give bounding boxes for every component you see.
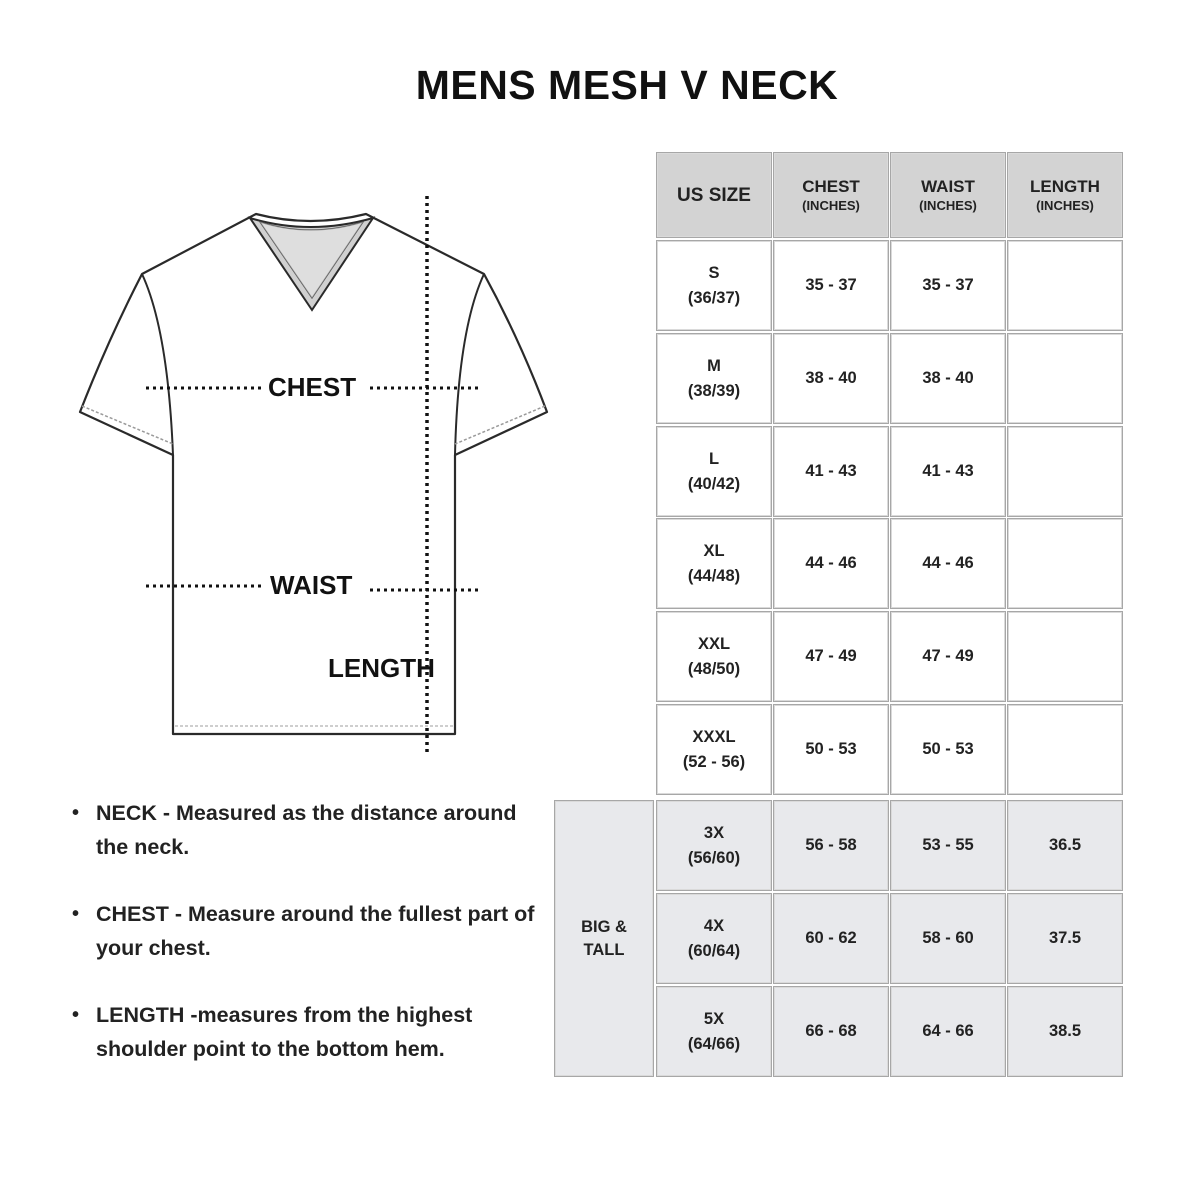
- size-alt: (48/50): [687, 659, 741, 678]
- size-alt: (38/39): [687, 381, 741, 400]
- length-cell: [1007, 518, 1123, 609]
- size-alt: (44/48): [687, 566, 741, 585]
- header-length-label: LENGTH: [1030, 177, 1100, 196]
- waist-cell: [890, 704, 1006, 795]
- waist-cell: [890, 240, 1006, 331]
- size-alt: (56/60): [687, 848, 741, 867]
- chest-cell: [773, 704, 889, 795]
- header-waist-unit: (INCHES): [919, 198, 977, 213]
- chest-cell: [773, 893, 889, 984]
- waist-value: 35 - 37: [922, 276, 974, 294]
- size-cell: [656, 893, 772, 984]
- waist-value: 58 - 60: [922, 929, 974, 947]
- size-alt: (40/42): [687, 474, 741, 493]
- size-name: 4X: [703, 916, 725, 935]
- chest-value: 56 - 58: [805, 836, 857, 854]
- chest-value: 47 - 49: [805, 647, 857, 665]
- header-us-size: [656, 152, 772, 238]
- big-tall-group-label: [554, 800, 654, 1077]
- size-name: XXXL: [692, 727, 736, 746]
- waist-cell: [890, 800, 1006, 891]
- waist-value: 38 - 40: [922, 369, 974, 387]
- header-waist: [890, 152, 1006, 238]
- length-value: 36.5: [1048, 836, 1082, 854]
- waist-cell: [890, 986, 1006, 1077]
- chest-label: CHEST: [268, 372, 357, 402]
- size-cell: [656, 240, 772, 331]
- size-cell: [656, 986, 772, 1077]
- size-name: S: [708, 263, 720, 282]
- chest-value: 35 - 37: [805, 276, 857, 294]
- chest-value: 60 - 62: [805, 929, 857, 947]
- length-value: 37.5: [1048, 929, 1082, 947]
- waist-value: 41 - 43: [922, 462, 974, 480]
- chest-cell: [773, 986, 889, 1077]
- size-name: XXL: [697, 634, 731, 653]
- size-name: M: [707, 356, 721, 375]
- waist-cell: [890, 426, 1006, 517]
- size-alt: (36/37): [687, 288, 741, 307]
- size-name: L: [708, 449, 720, 468]
- waist-value: 64 - 66: [922, 1022, 974, 1040]
- size-alt: (60/64): [687, 941, 741, 960]
- waist-cell: [890, 518, 1006, 609]
- length-cell: [1007, 986, 1123, 1077]
- header-length-unit: (INCHES): [1036, 198, 1094, 213]
- length-cell: [1007, 611, 1123, 702]
- header-length: [1007, 152, 1123, 238]
- header-us-size-label: US SIZE: [677, 184, 751, 206]
- chest-cell: [773, 800, 889, 891]
- page-title: MENS MESH V NECK: [415, 62, 839, 108]
- header-waist-label: WAIST: [921, 177, 975, 196]
- waist-cell: [890, 893, 1006, 984]
- chest-cell: [773, 333, 889, 424]
- chest-value: 44 - 46: [805, 554, 857, 572]
- size-alt: (52 - 56): [682, 752, 746, 771]
- length-label: LENGTH: [328, 653, 435, 683]
- length-cell: [1007, 333, 1123, 424]
- note-chest: • CHEST - Measure around the fullest part of your chest.: [70, 897, 540, 965]
- waist-value: 47 - 49: [922, 647, 974, 665]
- size-cell: [656, 704, 772, 795]
- tshirt-diagram: [60, 180, 580, 780]
- chest-cell: [773, 426, 889, 517]
- chest-cell: [773, 240, 889, 331]
- waist-cell: [890, 333, 1006, 424]
- size-name: 3X: [703, 823, 725, 842]
- length-value: 38.5: [1048, 1022, 1082, 1040]
- length-cell: [1007, 426, 1123, 517]
- chest-value: 41 - 43: [805, 462, 857, 480]
- length-cell: [1007, 893, 1123, 984]
- size-alt: (64/66): [687, 1034, 741, 1053]
- waist-value: 50 - 53: [922, 740, 974, 758]
- length-cell: [1007, 800, 1123, 891]
- waist-value: 53 - 55: [922, 836, 974, 854]
- size-cell: [656, 611, 772, 702]
- tshirt-outline-icon: [60, 180, 580, 780]
- size-cell: [656, 426, 772, 517]
- header-chest-unit: (INCHES): [802, 198, 860, 213]
- chest-cell: [773, 611, 889, 702]
- waist-value: 44 - 46: [922, 554, 974, 572]
- note-neck: • NECK - Measured as the distance around the neck.: [70, 796, 540, 864]
- size-cell: [656, 333, 772, 424]
- big-tall-text: BIG & TALL: [581, 917, 627, 959]
- size-name: 5X: [703, 1009, 725, 1028]
- measurement-notes: [70, 796, 540, 1099]
- size-cell: [656, 800, 772, 891]
- note-length: • LENGTH -measures from the highest shoulder point to the bottom hem.: [70, 998, 540, 1066]
- size-cell: [656, 518, 772, 609]
- chest-value: 66 - 68: [805, 1022, 857, 1040]
- length-cell: [1007, 704, 1123, 795]
- waist-label: WAIST: [270, 570, 353, 600]
- chest-cell: [773, 518, 889, 609]
- chest-value: 50 - 53: [805, 740, 857, 758]
- length-cell: [1007, 240, 1123, 331]
- header-chest: [773, 152, 889, 238]
- chest-value: 38 - 40: [805, 369, 857, 387]
- size-name: XL: [703, 541, 725, 560]
- waist-cell: [890, 611, 1006, 702]
- header-chest-label: CHEST: [802, 177, 860, 196]
